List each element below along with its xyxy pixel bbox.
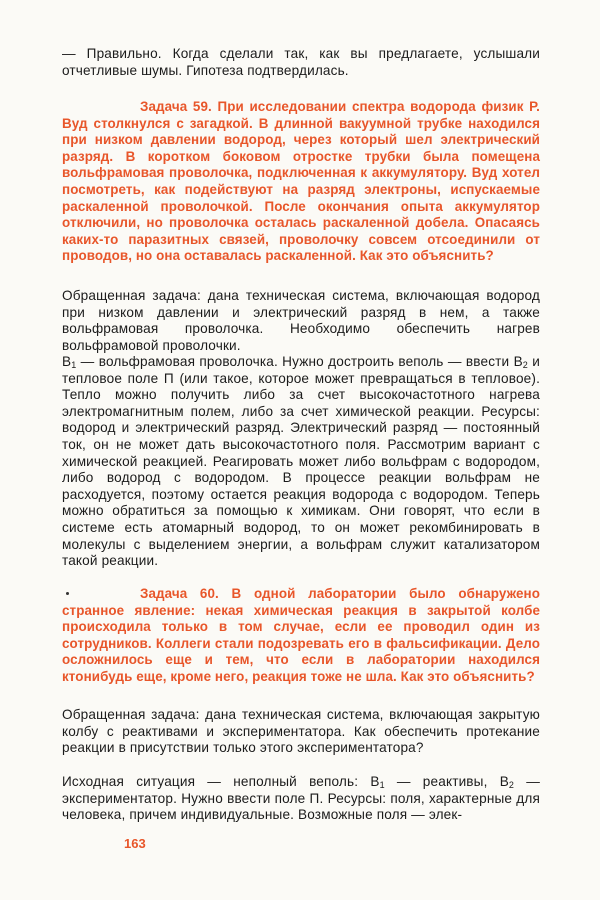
task-60: [62, 586, 540, 686]
intro-paragraph: — Правильно. Когда сделали так, как вы предлагаете, услышали отчетливые шумы. Гипотеза подтвердилась.: [62, 46, 540, 78]
task-60-title: Задача 60.: [140, 586, 219, 601]
solution-59-paragraph-2: $B_1$ — вольфрамовая проволочка. Нужно достроить веполь — ввести $B_2$ и тепловое поле П (или такое, которое может превращаться в тепловое). Тепло можно получить либо за счет высокочастотного нагрева электромагнитным полем, либо за счет химической реакции. Ресурсы: водород и электрический разряд. Электрический разряд — постоянный ток, он не может дать высокочастотного поля. Рассмотрим вариант с химической реакцией. Реагировать может либо вольфрам с водородом, либо водород с водородом. В процессе реакции вольфрам не расходуется, поэтому остается реакция водорода с водородом. Теперь можно обратиться за помощью к химикам. Они говорят, что если в системе есть атомарный водород, то он может рекомбинировать в молекулы с выделением энергии, а вольфрам служит катализатором такой реакции.: [62, 354, 540, 569]
solution-60-paragraph-2: Исходная ситуация — неполный веполь: $B_1$ — реактивы, $B_2$ — экспериментатор. Нужно ввести поле П. Ресурсы: поля, характерные для человека, причем индивидуальные. Возможные поля — элек-: [62, 774, 540, 823]
task-59-title: Задача 59.: [140, 99, 212, 114]
solution-60-paragraph-1: Обращенная задача: дана техническая система, включающая закрытую колбу с реактивами и экспериментатора. Как обеспечить протекание реакции в присутствии только этого экспериментатора?: [62, 707, 540, 756]
page-number: 163: [124, 836, 146, 851]
task-59-text: При исследовании спектра водорода физик Р. Вуд столкнулся с загадкой. В длинной вакуумной трубке находился при низком давлении водород, через который шел электрический разряд. В коротком боковом отростке трубки была помещена вольфрамовая проволочка, подключенная к аккумулятору. Вуд хотел посмотреть, как подействуют на разряд электроны, испускаемые раскаленной проволочкой. После окончания опыта аккумулятор отключили, но проволочка осталась раскаленной добела. Опасаясь каких-то паразитных связей, проволочку совсем отсоединили от проводов, но она оставалась раскаленной. Как это объяснить?: [62, 99, 540, 264]
task-59: [62, 99, 540, 265]
task-60-text: В одной лаборатории было обнаружено странное явление: некая химическая реакция в закрытой колбе происходила только в том случае, если ее проводил один из сотрудников. Коллеги стали подозревать его в фальсификации. Дело осложнилось еще и тем, что если в лаборатории находился ктонибудь еще, кроме него, реакция тоже не шла. Как это объяснить?: [62, 586, 540, 684]
solution-59-paragraph-1: Обращенная задача: дана техническая система, включающая водород при низком давлении и электрический разряд в нем, а также вольфрамовая проволочка. Необходимо обеспечить нагрев вольфрамовой проволочки.: [62, 288, 540, 353]
